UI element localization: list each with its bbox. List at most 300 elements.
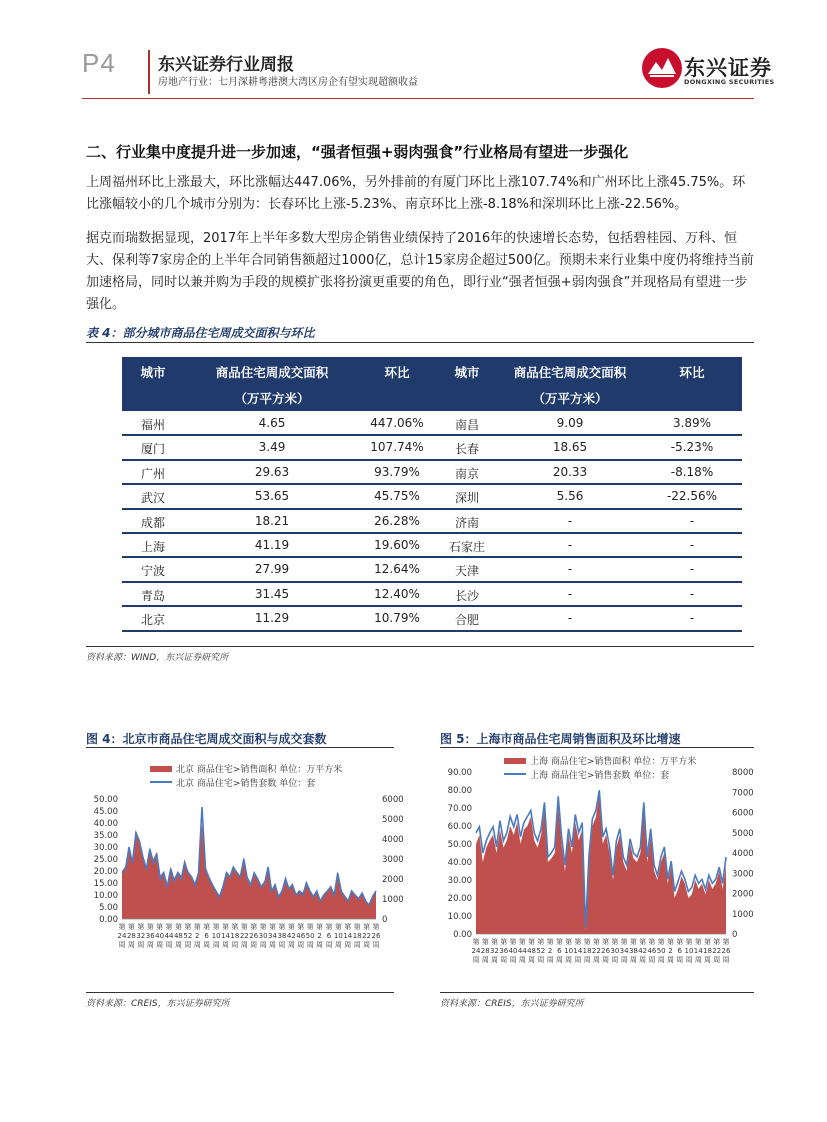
table-header xyxy=(122,357,742,411)
table-cell: 南昌 xyxy=(454,418,479,432)
y-right-tick: 4000 xyxy=(382,835,404,845)
legend-line-label: 上海 商品住宅>销售套数 单位：套 xyxy=(530,771,670,781)
x-tick-unit: 周 xyxy=(666,956,674,964)
y-right-tick: 5000 xyxy=(382,815,404,825)
beijing-chart xyxy=(86,752,404,990)
x-tick: 第 xyxy=(137,923,145,931)
x-tick-unit: 周 xyxy=(491,956,499,964)
table-cell: 石家庄 xyxy=(448,540,485,554)
table-cell: 天津 xyxy=(454,564,479,579)
table-cell: 29.63 xyxy=(254,464,290,479)
x-tick: 第 xyxy=(127,923,135,931)
table-cell: 447.06% xyxy=(370,416,424,430)
table-cell: 18.21 xyxy=(254,513,290,528)
x-tick-unit: 周 xyxy=(602,956,610,964)
table-cell: 20.33 xyxy=(552,464,588,479)
y-right-tick: 0 xyxy=(732,930,738,940)
x-tick-unit: 周 xyxy=(278,941,286,949)
x-tick: 第 xyxy=(703,938,711,946)
table-cell: 9.09 xyxy=(556,416,584,430)
y-right-tick: 2000 xyxy=(732,889,754,900)
x-tick-unit: 周 xyxy=(620,956,628,964)
header-divider xyxy=(148,50,150,94)
table-cell: - xyxy=(689,513,695,528)
table-cell: 5.56 xyxy=(556,489,584,504)
x-tick-unit: 周 xyxy=(174,941,182,949)
x-tick: 第 xyxy=(629,938,637,946)
x-tick-number: 2 xyxy=(668,947,673,955)
legend-area-label: 上海 商品住宅>销售面积 单位：万平方米 xyxy=(530,757,697,767)
x-tick-number: 22 xyxy=(239,932,249,940)
x-tick: 第 xyxy=(648,938,656,946)
section-title: 二、行业集中度提升进一步加速，“强者恒强+弱肉强食”行业格局有望进一步强化 xyxy=(86,143,629,161)
y-left-tick: 40.00 xyxy=(447,858,472,868)
y-left-tick: 40.00 xyxy=(93,819,118,829)
x-tick-number: 14 xyxy=(221,932,230,940)
x-tick: 第 xyxy=(334,923,342,931)
y-right-tick: 5000 xyxy=(732,828,754,839)
x-tick-unit: 周 xyxy=(118,941,126,949)
header-unit-1: （万平方米） xyxy=(234,391,310,406)
x-tick-number: 50 xyxy=(656,947,666,955)
x-tick: 第 xyxy=(278,923,286,931)
x-tick-unit: 周 xyxy=(221,941,229,949)
x-tick-unit: 周 xyxy=(306,941,314,949)
paragraph-1: 上周福州环比上涨最大，环比涨幅达447.06%，另外排前的有厦门环比上涨107.74%和广州环比上涨45.75%。环比涨幅较小的几个城市分别为：长春环比上涨-5.23%、南京环比上涨-8.18%和深圳环比上涨-22.56%。 xyxy=(86,175,746,212)
y-right-tick: 7000 xyxy=(732,788,754,799)
x-tick-number: 40 xyxy=(155,932,165,940)
x-tick-unit: 周 xyxy=(193,941,201,949)
x-tick-unit: 周 xyxy=(372,941,380,949)
x-tick-unit: 周 xyxy=(583,956,591,964)
table-cell: 福州 xyxy=(140,418,165,432)
figure5-bottom-rule xyxy=(440,992,754,993)
header-area-1: 商品住宅周成交面积 xyxy=(215,365,329,380)
x-tick-number: 30 xyxy=(610,947,620,955)
x-tick-number: 32 xyxy=(490,947,499,955)
table-row xyxy=(122,558,742,582)
x-tick-number: 22 xyxy=(362,932,372,940)
x-tick: 第 xyxy=(212,923,220,931)
x-tick-number: 34 xyxy=(619,947,629,955)
y-right-tick: 1000 xyxy=(732,909,754,920)
y-left-tick: 15.00 xyxy=(93,879,118,889)
y-left-tick: 30.00 xyxy=(93,843,118,853)
y-right-tick: 4000 xyxy=(732,849,754,859)
x-tick-number: 28 xyxy=(480,947,490,955)
table-cell: -8.18% xyxy=(670,464,714,479)
x-tick-number: 44 xyxy=(517,947,527,955)
x-tick-number: 10 xyxy=(333,932,343,940)
table-row xyxy=(122,607,742,631)
x-tick-number: 28 xyxy=(126,932,136,940)
x-tick-number: 42 xyxy=(286,932,296,940)
x-tick: 第 xyxy=(555,938,563,946)
x-tick-unit: 周 xyxy=(146,941,154,949)
x-tick-number: 52 xyxy=(536,947,546,955)
x-tick-unit: 周 xyxy=(212,941,220,949)
y-left-tick: 5.00 xyxy=(99,903,118,913)
x-tick: 第 xyxy=(203,923,211,931)
x-tick-unit: 周 xyxy=(334,941,342,949)
figure4-source: 资料来源：CREIS，东兴证券研究所 xyxy=(86,999,230,1009)
x-tick: 第 xyxy=(546,938,554,946)
figure4-caption: 图 4：北京市商品住宅周成交面积与成交套数 xyxy=(86,732,327,746)
x-tick: 第 xyxy=(325,923,333,931)
table-cell: 11.29 xyxy=(254,611,290,626)
table-row xyxy=(122,412,742,436)
x-tick-unit: 周 xyxy=(481,956,489,964)
x-tick-number: 42 xyxy=(638,947,648,955)
x-tick-number: 26 xyxy=(371,932,381,940)
x-tick: 第 xyxy=(620,938,628,946)
table-cell: - xyxy=(567,586,573,601)
x-tick-unit: 周 xyxy=(546,956,554,964)
x-tick-unit: 周 xyxy=(250,941,258,949)
x-tick-unit: 周 xyxy=(592,956,600,964)
x-tick-number: 14 xyxy=(693,947,703,955)
x-tick-number: 36 xyxy=(145,932,155,940)
x-tick: 第 xyxy=(537,938,545,946)
x-tick-number: 48 xyxy=(527,947,537,955)
x-tick-number: 26 xyxy=(601,947,611,955)
x-tick-unit: 周 xyxy=(713,956,721,964)
table-cell: 北京 xyxy=(140,613,165,628)
x-tick: 第 xyxy=(363,923,371,931)
x-tick-unit: 周 xyxy=(537,956,545,964)
x-tick-number: 14 xyxy=(343,932,353,940)
x-tick-unit: 周 xyxy=(565,956,573,964)
x-tick-unit: 周 xyxy=(657,956,665,964)
table-cell: - xyxy=(567,513,573,528)
x-tick-number: 36 xyxy=(499,947,509,955)
table-cell: 53.65 xyxy=(254,489,290,504)
table-cell: 26.28% xyxy=(374,513,420,528)
x-tick-number: 2 xyxy=(547,947,553,955)
x-tick: 第 xyxy=(685,938,693,946)
x-tick-unit: 周 xyxy=(518,956,526,964)
table-row xyxy=(122,485,742,509)
x-tick: 第 xyxy=(611,938,619,946)
y-left-tick: 90.00 xyxy=(447,768,472,778)
x-tick-number: 22 xyxy=(591,947,601,955)
table-cell: 青岛 xyxy=(140,588,165,603)
x-tick-number: 2 xyxy=(317,932,322,940)
table-rule-top xyxy=(86,342,754,343)
x-tick: 第 xyxy=(592,938,600,946)
table-cell: 3.49 xyxy=(258,440,286,455)
header-change-2: 环比 xyxy=(679,365,705,380)
report-title: 东兴证券行业周报 xyxy=(158,55,294,75)
x-tick-unit: 周 xyxy=(694,956,702,964)
x-tick: 第 xyxy=(344,923,352,931)
dongxing-logo-icon xyxy=(640,46,684,90)
x-tick: 第 xyxy=(231,923,239,931)
header-unit-2: （万平方米） xyxy=(532,391,608,406)
y-right-tick: 0 xyxy=(382,915,388,925)
x-tick-number: 24 xyxy=(471,947,481,955)
figure4-rule xyxy=(86,747,394,748)
x-tick: 第 xyxy=(500,938,508,946)
x-tick: 第 xyxy=(722,938,730,946)
x-tick: 第 xyxy=(372,923,380,931)
y-right-tick: 2000 xyxy=(382,875,404,885)
x-tick-unit: 周 xyxy=(676,956,684,964)
report-subtitle: 房地产行业：七月深耕粤港澳大湾区房企有望实现超额收益 xyxy=(158,77,418,88)
x-tick-unit: 周 xyxy=(639,956,647,964)
x-tick: 第 xyxy=(250,923,258,931)
x-tick-number: 26 xyxy=(249,932,259,940)
x-tick: 第 xyxy=(221,923,229,931)
x-tick-unit: 周 xyxy=(156,941,164,949)
x-tick: 第 xyxy=(602,938,610,946)
x-tick-number: 38 xyxy=(628,947,638,955)
table-rule-bottom xyxy=(86,646,754,647)
table-cell: - xyxy=(567,611,573,626)
x-tick: 第 xyxy=(657,938,665,946)
table-cell: 41.19 xyxy=(254,538,290,552)
shanghai-chart xyxy=(440,752,754,990)
x-tick: 第 xyxy=(574,938,582,946)
x-tick-unit: 周 xyxy=(685,956,693,964)
figure5-rule xyxy=(440,747,754,748)
x-tick-number: 26 xyxy=(721,947,731,955)
x-tick-number: 18 xyxy=(582,947,592,955)
legend-area-label: 北京 商品住宅>销售面积 单位：万平方米 xyxy=(176,765,343,775)
y-left-tick: 20.00 xyxy=(447,894,472,904)
y-left-tick: 25.00 xyxy=(93,855,118,865)
x-tick-unit: 周 xyxy=(555,956,563,964)
legend-line-label: 北京 商品住宅>销售套数 单位：套 xyxy=(176,779,316,789)
table-cell: 上海 xyxy=(140,540,165,554)
x-tick-unit: 周 xyxy=(509,956,517,964)
table-cell: 12.40% xyxy=(374,586,420,601)
table-cell: 南京 xyxy=(454,466,479,481)
table-row xyxy=(122,510,742,534)
x-tick-unit: 周 xyxy=(127,941,135,949)
y-left-tick: 10.00 xyxy=(447,912,472,922)
y-right-tick: 8000 xyxy=(732,768,754,778)
paragraph-2: 据克而瑞数据显现，2017年上半年多数大型房企销售业绩保持了2016年的快速增长态势，包括碧桂园、万科、恒大、保利等7家房企的上半年合同销售额超过1000亿，总计15家房企超过500亿。预期未来行业集中度仍将维持当前加速格局，同时以兼并购为手段的规模扩张将扮演更重要的角色，即行业“强者恒强+弱肉强食”并现格局有望进一步强化。 xyxy=(86,231,754,312)
x-tick-unit: 周 xyxy=(165,941,173,949)
x-tick: 第 xyxy=(583,938,591,946)
y-left-tick: 50.00 xyxy=(93,795,118,805)
table-cell: 济南 xyxy=(454,515,479,530)
x-tick-unit: 周 xyxy=(259,941,267,949)
header-city-2: 城市 xyxy=(454,365,480,380)
table-row xyxy=(122,583,742,607)
figure4-bottom-rule xyxy=(86,992,394,993)
x-tick: 第 xyxy=(481,938,489,946)
x-tick-number: 52 xyxy=(183,932,193,940)
x-tick-number: 18 xyxy=(703,947,712,955)
header-rule xyxy=(82,98,754,99)
x-tick-unit: 周 xyxy=(528,956,536,964)
header-city-1: 城市 xyxy=(140,365,166,380)
y-right-tick: 1000 xyxy=(382,895,404,905)
x-tick-number: 6 xyxy=(677,947,682,955)
figure5-source: 资料来源：CREIS，东兴证券研究所 xyxy=(440,999,584,1009)
series-area-sales-area xyxy=(122,823,376,919)
x-tick-number: 50 xyxy=(305,932,315,940)
x-tick: 第 xyxy=(287,923,295,931)
x-tick-number: 34 xyxy=(268,932,277,940)
x-tick-number: 24 xyxy=(117,932,127,940)
x-tick: 第 xyxy=(118,923,126,931)
table-cell: - xyxy=(689,538,695,552)
y-left-tick: 45.00 xyxy=(93,807,118,817)
x-tick: 第 xyxy=(184,923,192,931)
table-cell: - xyxy=(689,586,695,601)
table-cell: 厦门 xyxy=(140,442,165,457)
x-tick: 第 xyxy=(713,938,721,946)
x-tick-unit: 周 xyxy=(611,956,619,964)
table-cell: 31.45 xyxy=(254,586,290,601)
table-cell: 18.65 xyxy=(552,440,588,455)
x-tick: 第 xyxy=(509,938,517,946)
table-cell: 长春 xyxy=(454,442,479,457)
table-cell: 深圳 xyxy=(454,491,479,506)
x-tick-number: 2 xyxy=(195,932,200,940)
y-left-tick: 30.00 xyxy=(447,876,472,886)
table-cell: 93.79% xyxy=(374,464,420,479)
x-tick-unit: 周 xyxy=(353,941,361,949)
x-tick-unit: 周 xyxy=(629,956,637,964)
table-cell: 武汉 xyxy=(140,491,165,506)
legend-area-swatch xyxy=(150,766,172,772)
x-tick: 第 xyxy=(565,938,573,946)
x-tick-unit: 周 xyxy=(574,956,582,964)
x-tick: 第 xyxy=(165,923,173,931)
table-cell: 成都 xyxy=(140,515,165,530)
x-tick: 第 xyxy=(491,938,499,946)
y-left-tick: 70.00 xyxy=(447,804,472,814)
x-tick-number: 10 xyxy=(684,947,694,955)
x-tick: 第 xyxy=(472,938,480,946)
x-tick: 第 xyxy=(666,938,674,946)
y-right-tick: 6000 xyxy=(382,795,404,805)
y-left-tick: 80.00 xyxy=(447,786,472,796)
y-right-tick: 3000 xyxy=(382,855,404,865)
x-tick-unit: 周 xyxy=(344,941,352,949)
x-tick-unit: 周 xyxy=(325,941,333,949)
x-tick-number: 46 xyxy=(296,932,306,940)
x-tick: 第 xyxy=(528,938,536,946)
x-tick-unit: 周 xyxy=(722,956,730,964)
x-tick-number: 48 xyxy=(173,932,183,940)
x-tick: 第 xyxy=(240,923,248,931)
table-cell: 4.65 xyxy=(258,416,286,430)
y-left-tick: 35.00 xyxy=(93,831,118,841)
page-number: P4 xyxy=(82,48,116,78)
table-row xyxy=(122,436,742,460)
x-tick-number: 6 xyxy=(557,947,562,955)
y-left-tick: 0.00 xyxy=(99,915,118,925)
x-tick: 第 xyxy=(146,923,154,931)
y-left-tick: 20.00 xyxy=(93,867,118,877)
y-left-tick: 0.00 xyxy=(453,930,472,940)
x-tick-unit: 周 xyxy=(269,941,277,949)
x-tick: 第 xyxy=(306,923,314,931)
table-cell: 广州 xyxy=(140,466,165,481)
table-cell: 27.99 xyxy=(254,562,290,577)
y-right-tick: 6000 xyxy=(732,808,754,819)
x-tick-unit: 周 xyxy=(297,941,305,949)
table-row xyxy=(122,534,742,558)
table-row xyxy=(122,461,742,485)
x-tick-unit: 周 xyxy=(500,956,508,964)
x-tick-unit: 周 xyxy=(240,941,248,949)
x-tick-number: 40 xyxy=(508,947,518,955)
x-tick: 第 xyxy=(259,923,267,931)
table-cell: - xyxy=(689,611,695,626)
x-tick-number: 30 xyxy=(258,932,268,940)
x-tick-number: 10 xyxy=(564,947,574,955)
x-tick: 第 xyxy=(353,923,361,931)
x-tick-number: 10 xyxy=(211,932,221,940)
x-tick: 第 xyxy=(156,923,164,931)
x-tick: 第 xyxy=(639,938,647,946)
table-cell: - xyxy=(567,562,573,577)
x-tick-number: 22 xyxy=(712,947,722,955)
table-cell: 12.64% xyxy=(374,562,420,577)
y-left-tick: 60.00 xyxy=(447,822,472,832)
x-tick: 第 xyxy=(676,938,684,946)
y-right-tick: 3000 xyxy=(732,869,754,880)
table-cell: 3.89% xyxy=(672,416,712,430)
x-tick-number: 18 xyxy=(352,932,362,940)
table-cell: - xyxy=(567,538,573,552)
x-tick-unit: 周 xyxy=(137,941,145,949)
table-source: 资料来源：WIND，东兴证券研究所 xyxy=(86,653,229,663)
header-area-2: 商品住宅周成交面积 xyxy=(513,365,627,380)
x-tick: 第 xyxy=(297,923,305,931)
table-cell: 10.79% xyxy=(374,611,420,626)
x-tick: 第 xyxy=(316,923,324,931)
x-tick-number: 46 xyxy=(647,947,657,955)
x-tick-number: 32 xyxy=(136,932,146,940)
x-tick-number: 14 xyxy=(573,947,583,955)
header-change-1: 环比 xyxy=(384,365,410,380)
x-tick-unit: 周 xyxy=(472,956,480,964)
table-cell: 宁波 xyxy=(140,564,165,579)
x-tick-number: 6 xyxy=(326,932,332,940)
table-cell: 107.74% xyxy=(370,440,424,455)
x-tick-number: 38 xyxy=(277,932,287,940)
x-tick-unit: 周 xyxy=(316,941,324,949)
legend-area-swatch xyxy=(504,758,526,764)
y-left-tick: 50.00 xyxy=(447,840,472,850)
x-tick-number: 18 xyxy=(230,932,240,940)
x-tick: 第 xyxy=(174,923,182,931)
x-tick-number: 6 xyxy=(204,932,209,940)
x-tick: 第 xyxy=(694,938,702,946)
x-tick-unit: 周 xyxy=(203,941,211,949)
x-tick-unit: 周 xyxy=(363,941,371,949)
logo-english: DONGXING SECURITIES xyxy=(684,78,775,86)
table-cell: 45.75% xyxy=(374,489,420,504)
x-tick-unit: 周 xyxy=(703,956,711,964)
table-cell: -5.23% xyxy=(670,440,714,455)
x-tick: 第 xyxy=(269,923,277,931)
table-cell: 19.60% xyxy=(374,538,420,552)
table-cell: 合肥 xyxy=(454,613,479,628)
x-tick-number: 44 xyxy=(164,932,174,940)
table-caption: 表 4：部分城市商品住宅周成交面积与环比 xyxy=(86,326,315,340)
table-cell: - xyxy=(689,562,695,577)
x-tick: 第 xyxy=(193,923,201,931)
x-tick-unit: 周 xyxy=(287,941,295,949)
